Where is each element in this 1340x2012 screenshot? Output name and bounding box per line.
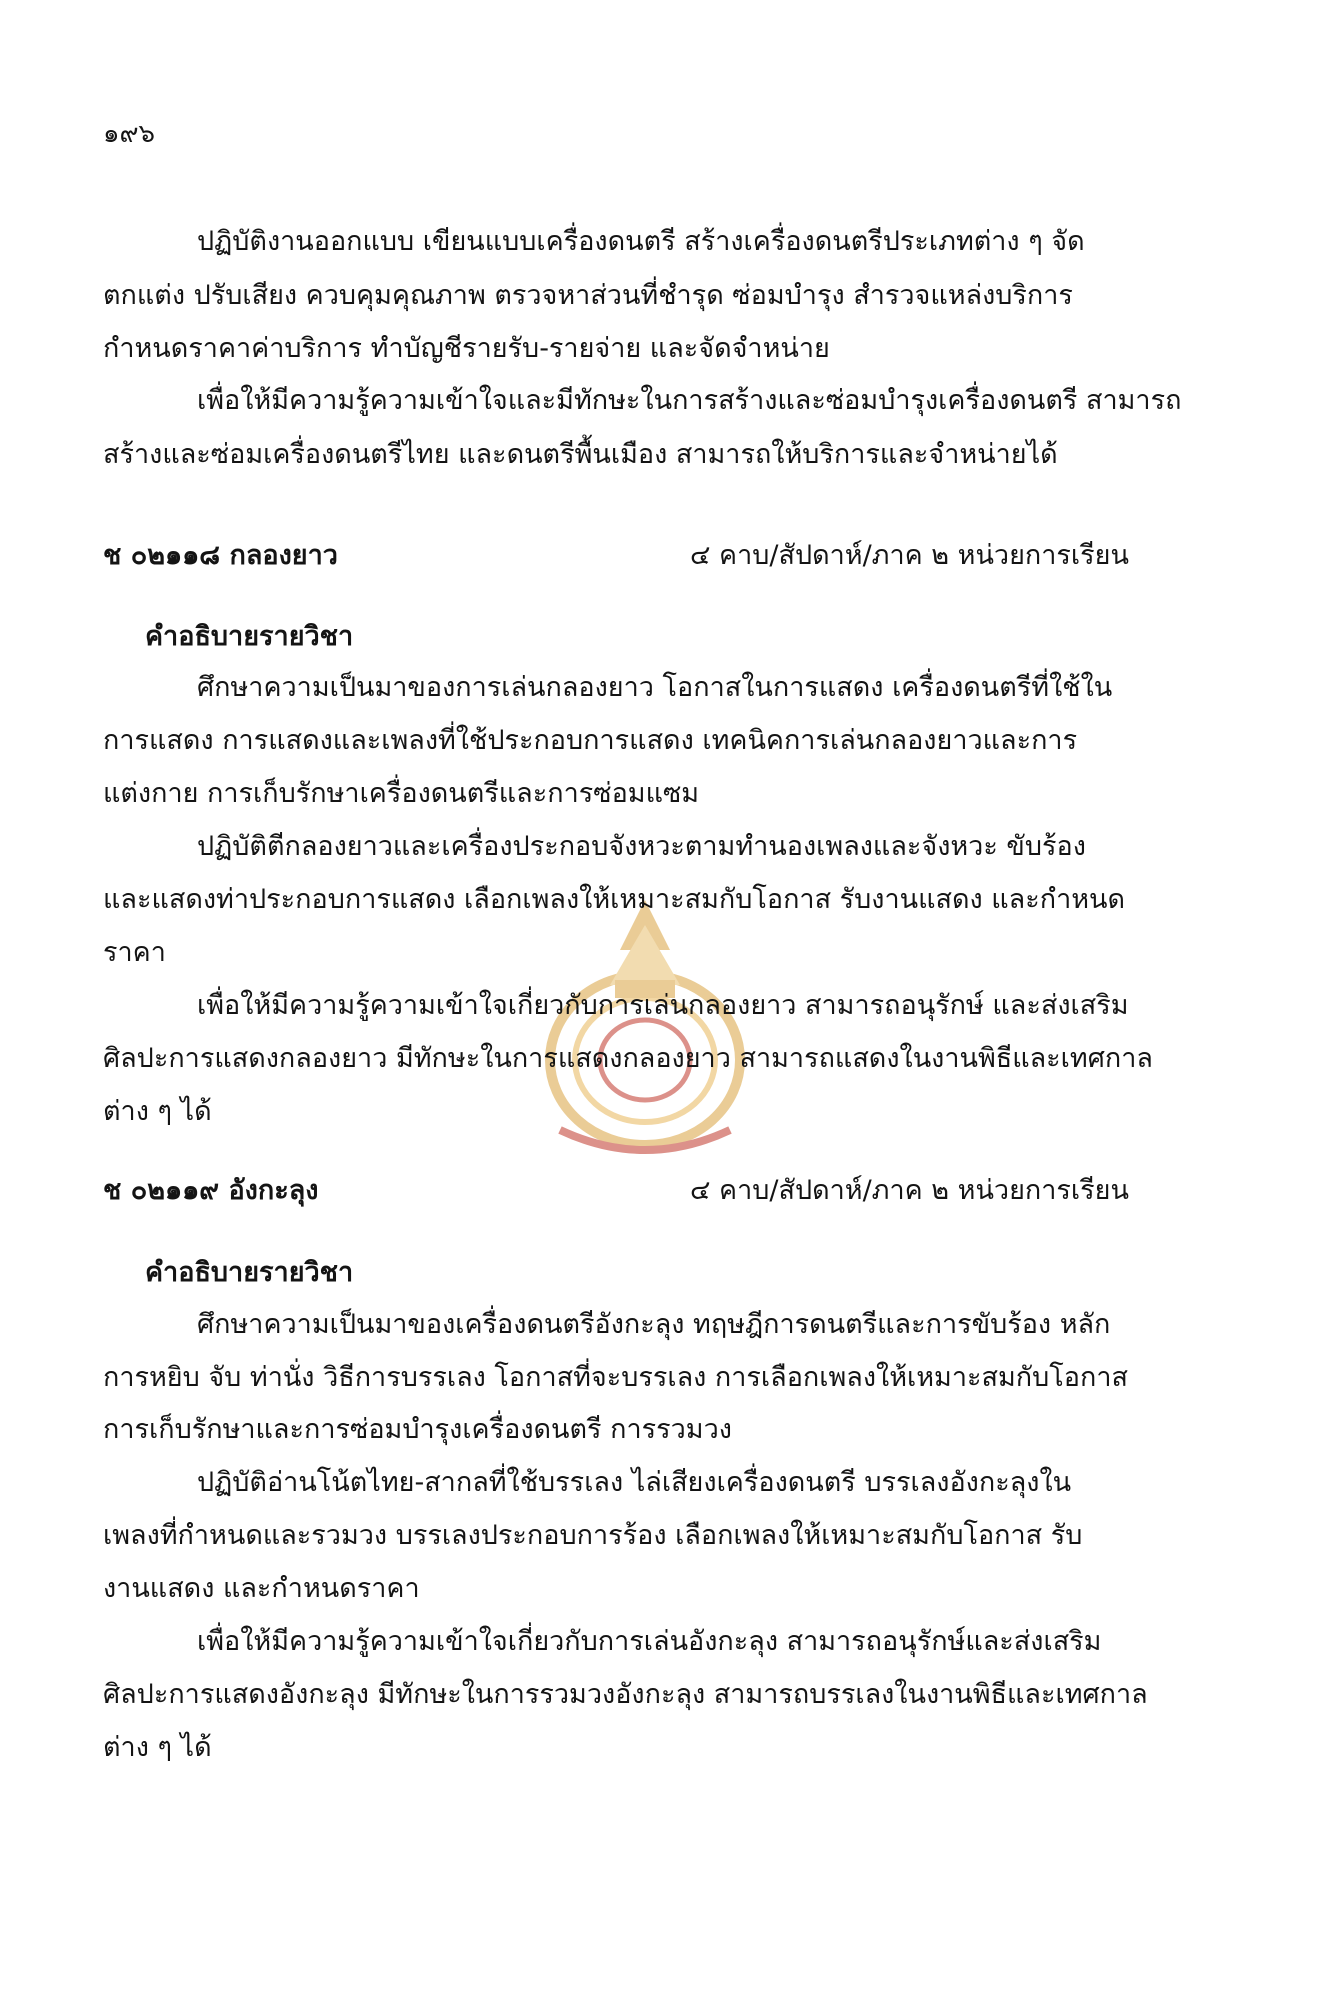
course1-p3-line2: ศิลปะการแสดงกลองยาว มีทักษะในการแสดงกลองยาว สามารถแสดงในงานพิธีและเทศกาล bbox=[103, 1043, 1153, 1074]
course-hours: ๔ คาบ/สัปดาห์/ภาค ๒ หน่วยการเรียน bbox=[690, 1175, 1129, 1206]
course2-p3-line3: ต่าง ๆ ได้ bbox=[103, 1732, 212, 1763]
intro-p2-line2: สร้างและซ่อมเครื่องดนตรีไทย และดนตรีพื้นเมือง สามารถให้บริการและจำหน่ายได้ bbox=[103, 439, 1058, 470]
course1-p2-line1: ปฏิบัติตีกลองยาวและเครื่องประกอบจังหวะตามทำนองเพลงและจังหวะ ขับร้อง bbox=[197, 831, 1086, 862]
description-heading: คำอธิบายรายวิชา bbox=[145, 1257, 354, 1288]
course1-p2-line2: และแสดงท่าประกอบการแสดง เลือกเพลงให้เหมาะสมกับโอกาส รับงานแสดง และกำหนด bbox=[103, 884, 1126, 915]
course2-p1-line3: การเก็บรักษาและการซ่อมบำรุงเครื่องดนตรี การรวมวง bbox=[103, 1414, 732, 1445]
intro-p2-line1: เพื่อให้มีความรู้ความเข้าใจและมีทักษะในการสร้างและซ่อมบำรุงเครื่องดนตรี สามารถ bbox=[197, 385, 1182, 416]
course1-p1-line1: ศึกษาความเป็นมาของการเล่นกลองยาว โอกาสในการแสดง เครื่องดนตรีที่ใช้ใน bbox=[197, 672, 1113, 703]
course2-p1-line2: การหยิบ จับ ท่านั่ง วิธีการบรรเลง โอกาสที่จะบรรเลง การเลือกเพลงให้เหมาะสมกับโอกาส bbox=[103, 1362, 1128, 1393]
intro-p1-line1: ปฏิบัติงานออกแบบ เขียนแบบเครื่องดนตรี สร้างเครื่องดนตรีประเภทต่าง ๆ จัด bbox=[197, 226, 1085, 257]
course2-p3-line1: เพื่อให้มีความรู้ความเข้าใจเกี่ยวกับการเล่นอังกะลุง สามารถอนุรักษ์และส่งเสริม bbox=[197, 1626, 1102, 1657]
course1-p2-line3: ราคา bbox=[103, 937, 166, 968]
intro-p1-line3: กำหนดราคาค่าบริการ ทำบัญชีรายรับ-รายจ่าย และจัดจำหน่าย bbox=[103, 333, 830, 364]
course1-p1-line2: การแสดง การแสดงและเพลงที่ใช้ประกอบการแสดง เทคนิคการเล่นกลองยาวและการ bbox=[103, 725, 1078, 756]
course1-p3-line3: ต่าง ๆ ได้ bbox=[103, 1096, 212, 1127]
course2-p2-line2: เพลงที่กำหนดและรวมวง บรรเลงประกอบการร้อง เลือกเพลงให้เหมาะสมกับโอกาส รับ bbox=[103, 1520, 1083, 1551]
page-number: ๑๙๖ bbox=[103, 119, 156, 149]
course-hours: ๔ คาบ/สัปดาห์/ภาค ๒ หน่วยการเรียน bbox=[690, 540, 1129, 571]
course1-p3-line1: เพื่อให้มีความรู้ความเข้าใจเกี่ยวกับการเล่นกลองยาว สามารถอนุรักษ์ และส่งเสริม bbox=[197, 990, 1129, 1021]
course2-p1-line1: ศึกษาความเป็นมาของเครื่องดนตรีอังกะลุง ทฤษฎีการดนตรีและการขับร้อง หลัก bbox=[197, 1309, 1111, 1340]
course2-p2-line1: ปฏิบัติอ่านโน้ตไทย-สากลที่ใช้บรรเลง ไล่เสียงเครื่องดนตรี บรรเลงอังกะลุงใน bbox=[197, 1467, 1072, 1498]
intro-p1-line2: ตกแต่ง ปรับเสียง ควบคุมคุณภาพ ตรวจหาส่วนที่ชำรุด ซ่อมบำรุง สำรวจแหล่งบริการ bbox=[103, 280, 1073, 311]
course-code-title: ช ๐๒๑๑๙ อังกะลุง bbox=[103, 1175, 319, 1206]
course2-p2-line3: งานแสดง และกำหนดราคา bbox=[103, 1573, 420, 1604]
description-heading: คำอธิบายรายวิชา bbox=[145, 621, 354, 652]
course1-p1-line3: แต่งกาย การเก็บรักษาเครื่องดนตรีและการซ่อมแซม bbox=[103, 778, 700, 809]
course-code-title: ช ๐๒๑๑๘ กลองยาว bbox=[103, 540, 338, 571]
course2-p3-line2: ศิลปะการแสดงอังกะลุง มีทักษะในการรวมวงอังกะลุง สามารถบรรเลงในงานพิธีและเทศกาล bbox=[103, 1679, 1148, 1710]
ministry-seal-watermark bbox=[520, 880, 770, 1180]
